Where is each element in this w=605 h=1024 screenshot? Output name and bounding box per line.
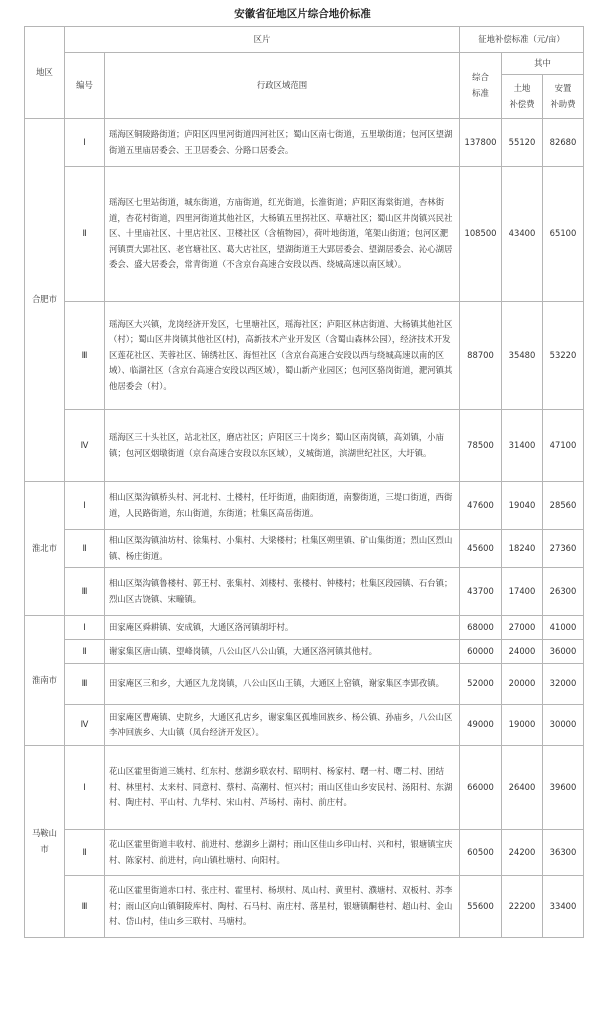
page-title: 安徽省征地区片综合地价标准 [234,8,371,20]
land-fee: 20000 [502,664,543,705]
composite-price: 88700 [460,302,502,410]
zone-number: Ⅲ [65,664,105,705]
land-fee: 43400 [502,167,543,302]
zone-scope: 瑶海区大兴镇，龙岗经济开发区，七里塘社区，瑶海社区；庐阳区林店街道、大杨镇其他社区（村）；蜀山区井岗镇其他社区(村)，高新技术产业开发区（含蜀山森林公园），经济技术开发区莲花社区、芙蓉社区、锦绣社区、海恒社区（含京台高速合安段以西与绕城高速以南的区域）、临湖社区（含京台高速合安段以西区域），蜀山新产业园区；包河区骆岗街道，淝河镇其他居委会（村）。 [105,302,460,410]
composite-price: 137800 [460,119,502,167]
region-name: 合肥市 [25,119,65,482]
resettle-fee: 39600 [543,746,584,830]
zone-scope: 相山区渠沟镇鲁楼村、郭王村、张集村、刘楼村、张楼村、钟楼村；杜集区段园镇、石台镇；烈山区古饶镇、宋疃镇。 [105,568,460,616]
composite-price: 60500 [460,830,502,876]
zone-scope: 瑶海区七里站街道，城东街道，方庙街道，红光街道，长淮街道；庐阳区海棠街道，杏林街道，杏花村街道，四里河街道其他社区，大杨镇五里拐社区、草塘社区；蜀山区井岗镇兴民社区、十里庙社区、十里店社区、卫楼社区（含植物园），荷叶地街道，笔架山街道；包河区淝河镇贾大郢社区、老官塘社区、葛大店社区，望湖街道王大郢居委会、望湖居委会、沁心湖居委会、盛大居委会，常青街道（不含京台高速合安段以西、绕城高速以南区域）。 [105,167,460,302]
zone-scope: 田家庵区舜耕镇、安成镇，大通区洛河镇胡圩村。 [105,616,460,640]
composite-price: 66000 [460,746,502,830]
resettle-fee-header-line1: 安置 [554,83,572,93]
table-row [25,664,584,705]
table-row [25,302,584,410]
resettle-fee: 27360 [543,530,584,568]
zone-number: Ⅱ [65,530,105,568]
land-fee: 22200 [502,876,543,938]
land-fee: 55120 [502,119,543,167]
number-header: 编号 [65,53,105,119]
zone-scope: 花山区霍里街道丰收村、前进村、慈湖乡上湖村；雨山区佳山乡印山村、兴和村，银塘镇宝庆村、陈家村、前进村，向山镇杜塘村、向阳村。 [105,830,460,876]
composite-price: 68000 [460,616,502,640]
zone-number: Ⅲ [65,876,105,938]
region-header: 地区 [25,27,65,119]
zone-scope: 田家庵区三和乡，大通区九龙岗镇，八公山区山王镇，大通区上窑镇，谢家集区李郢孜镇。 [105,664,460,705]
zone-header: 区片 [65,27,460,53]
scope-header: 行政区域范围 [105,53,460,119]
table-row [25,410,584,482]
among-header: 其中 [502,53,584,75]
zone-scope: 相山区渠沟镇桥头村、河北村、土楼村，任圩街道，曲阳街道，南黎街道，三堤口街道，西街道，人民路街道，东山街道，东街道；杜集区高岳街道。 [105,482,460,530]
resettle-fee: 82680 [543,119,584,167]
land-fee: 35480 [502,302,543,410]
zone-scope: 相山区渠沟镇油坊村、徐集村、小集村、大梁楼村；杜集区朔里镇、矿山集街道；烈山区烈山镇、杨庄街道。 [105,530,460,568]
table-row [25,568,584,616]
zone-number: Ⅱ [65,830,105,876]
composite-header-line2: 标准 [472,87,489,98]
composite-price: 108500 [460,167,502,302]
zone-number: Ⅰ [65,616,105,640]
resettle-fee: 32000 [543,664,584,705]
zone-scope: 瑶海区铜陵路街道；庐阳区四里河街道四河社区；蜀山区南七街道，五里墩街道；包河区望湖街道五里庙居委会、王卫居委会、分路口居委会。 [105,119,460,167]
table-row [25,482,584,530]
land-fee: 18240 [502,530,543,568]
resettle-fee-header-line2: 补助费 [550,98,576,109]
table-row [25,746,584,830]
resettle-fee: 36300 [543,830,584,876]
land-fee: 31400 [502,410,543,482]
table-row [25,167,584,302]
composite-price: 43700 [460,568,502,616]
composite-price: 55600 [460,876,502,938]
zone-number: Ⅲ [65,568,105,616]
zone-scope: 花山区霍里街道三姚村、红东村、慈湖乡联农村、昭明村、杨家村、曙一村、曙二村、团结村、林里村、太来村、同意村、蔡村、高潮村、恒兴村；雨山区佳山乡安民村、汤阳村、东湖村、陶庄村、平山村、九华村、宋山村、芦场村、南村、前庄村。 [105,746,460,830]
land-fee: 26400 [502,746,543,830]
table-row [25,530,584,568]
land-fee-header-line1: 土地 [513,83,531,93]
resettle-fee: 65100 [543,167,584,302]
resettle-fee: 33400 [543,876,584,938]
standard-header: 征地补偿标准（元/亩） [460,27,584,53]
table-row [25,830,584,876]
zone-scope: 谢家集区唐山镇、望峰岗镇，八公山区八公山镇，大通区洛河镇其他村。 [105,640,460,664]
land-fee-header [502,75,543,119]
land-fee: 27000 [502,616,543,640]
composite-header-line1: 综合 [472,72,489,82]
zone-scope: 花山区霍里街道赤口村、张庄村、霍里村、杨坝村、凤山村、黄里村、濮塘村、双板村、苏李村；雨山区向山镇铜陵库村、陶村、石马村、南庄村、落星村，银塘镇酮巷村、超山村、金山村、岱山村，佳山乡三联村、马塘村。 [105,876,460,938]
land-fee-header-line2: 补偿费 [509,98,535,109]
zone-number: Ⅳ [65,705,105,746]
composite-price: 49000 [460,705,502,746]
resettle-fee: 47100 [543,410,584,482]
land-fee: 17400 [502,568,543,616]
zone-number: Ⅱ [65,167,105,302]
zone-scope: 田家庵区曹庵镇、史院乡，大通区孔店乡，谢家集区孤堆回族乡、杨公镇、孙庙乡，八公山区李冲回族乡、大山镇（凤台经济开发区）。 [105,705,460,746]
resettle-fee: 53220 [543,302,584,410]
composite-price: 45600 [460,530,502,568]
region-name: 淮北市 [25,482,65,616]
price-table [24,26,584,938]
resettle-fee: 41000 [543,616,584,640]
region-name: 马鞍山市 [25,746,65,938]
table-row [25,640,584,664]
composite-price: 78500 [460,410,502,482]
region-name: 淮南市 [25,616,65,746]
table-row [25,616,584,640]
composite-price: 52000 [460,664,502,705]
land-fee: 24200 [502,830,543,876]
composite-price: 47600 [460,482,502,530]
zone-number: Ⅰ [65,119,105,167]
table-row [25,119,584,167]
land-fee: 19000 [502,705,543,746]
zone-number: Ⅰ [65,746,105,830]
zone-scope: 瑶海区三十头社区，站北社区，磨店社区；庐阳区三十岗乡；蜀山区南岗镇，高刘镇，小庙镇；包河区烟墩街道（京台高速合安段以东区域），义城街道，滨湖世纪社区，大圩镇。 [105,410,460,482]
land-fee: 24000 [502,640,543,664]
zone-number: Ⅱ [65,640,105,664]
composite-price: 60000 [460,640,502,664]
resettle-fee: 26300 [543,568,584,616]
zone-number: Ⅳ [65,410,105,482]
table-row [25,705,584,746]
resettle-fee-header [543,75,584,119]
zone-number: Ⅲ [65,302,105,410]
resettle-fee: 36000 [543,640,584,664]
composite-header [460,53,502,119]
resettle-fee: 28560 [543,482,584,530]
table-row [25,876,584,938]
resettle-fee: 30000 [543,705,584,746]
zone-number: Ⅰ [65,482,105,530]
land-fee: 19040 [502,482,543,530]
